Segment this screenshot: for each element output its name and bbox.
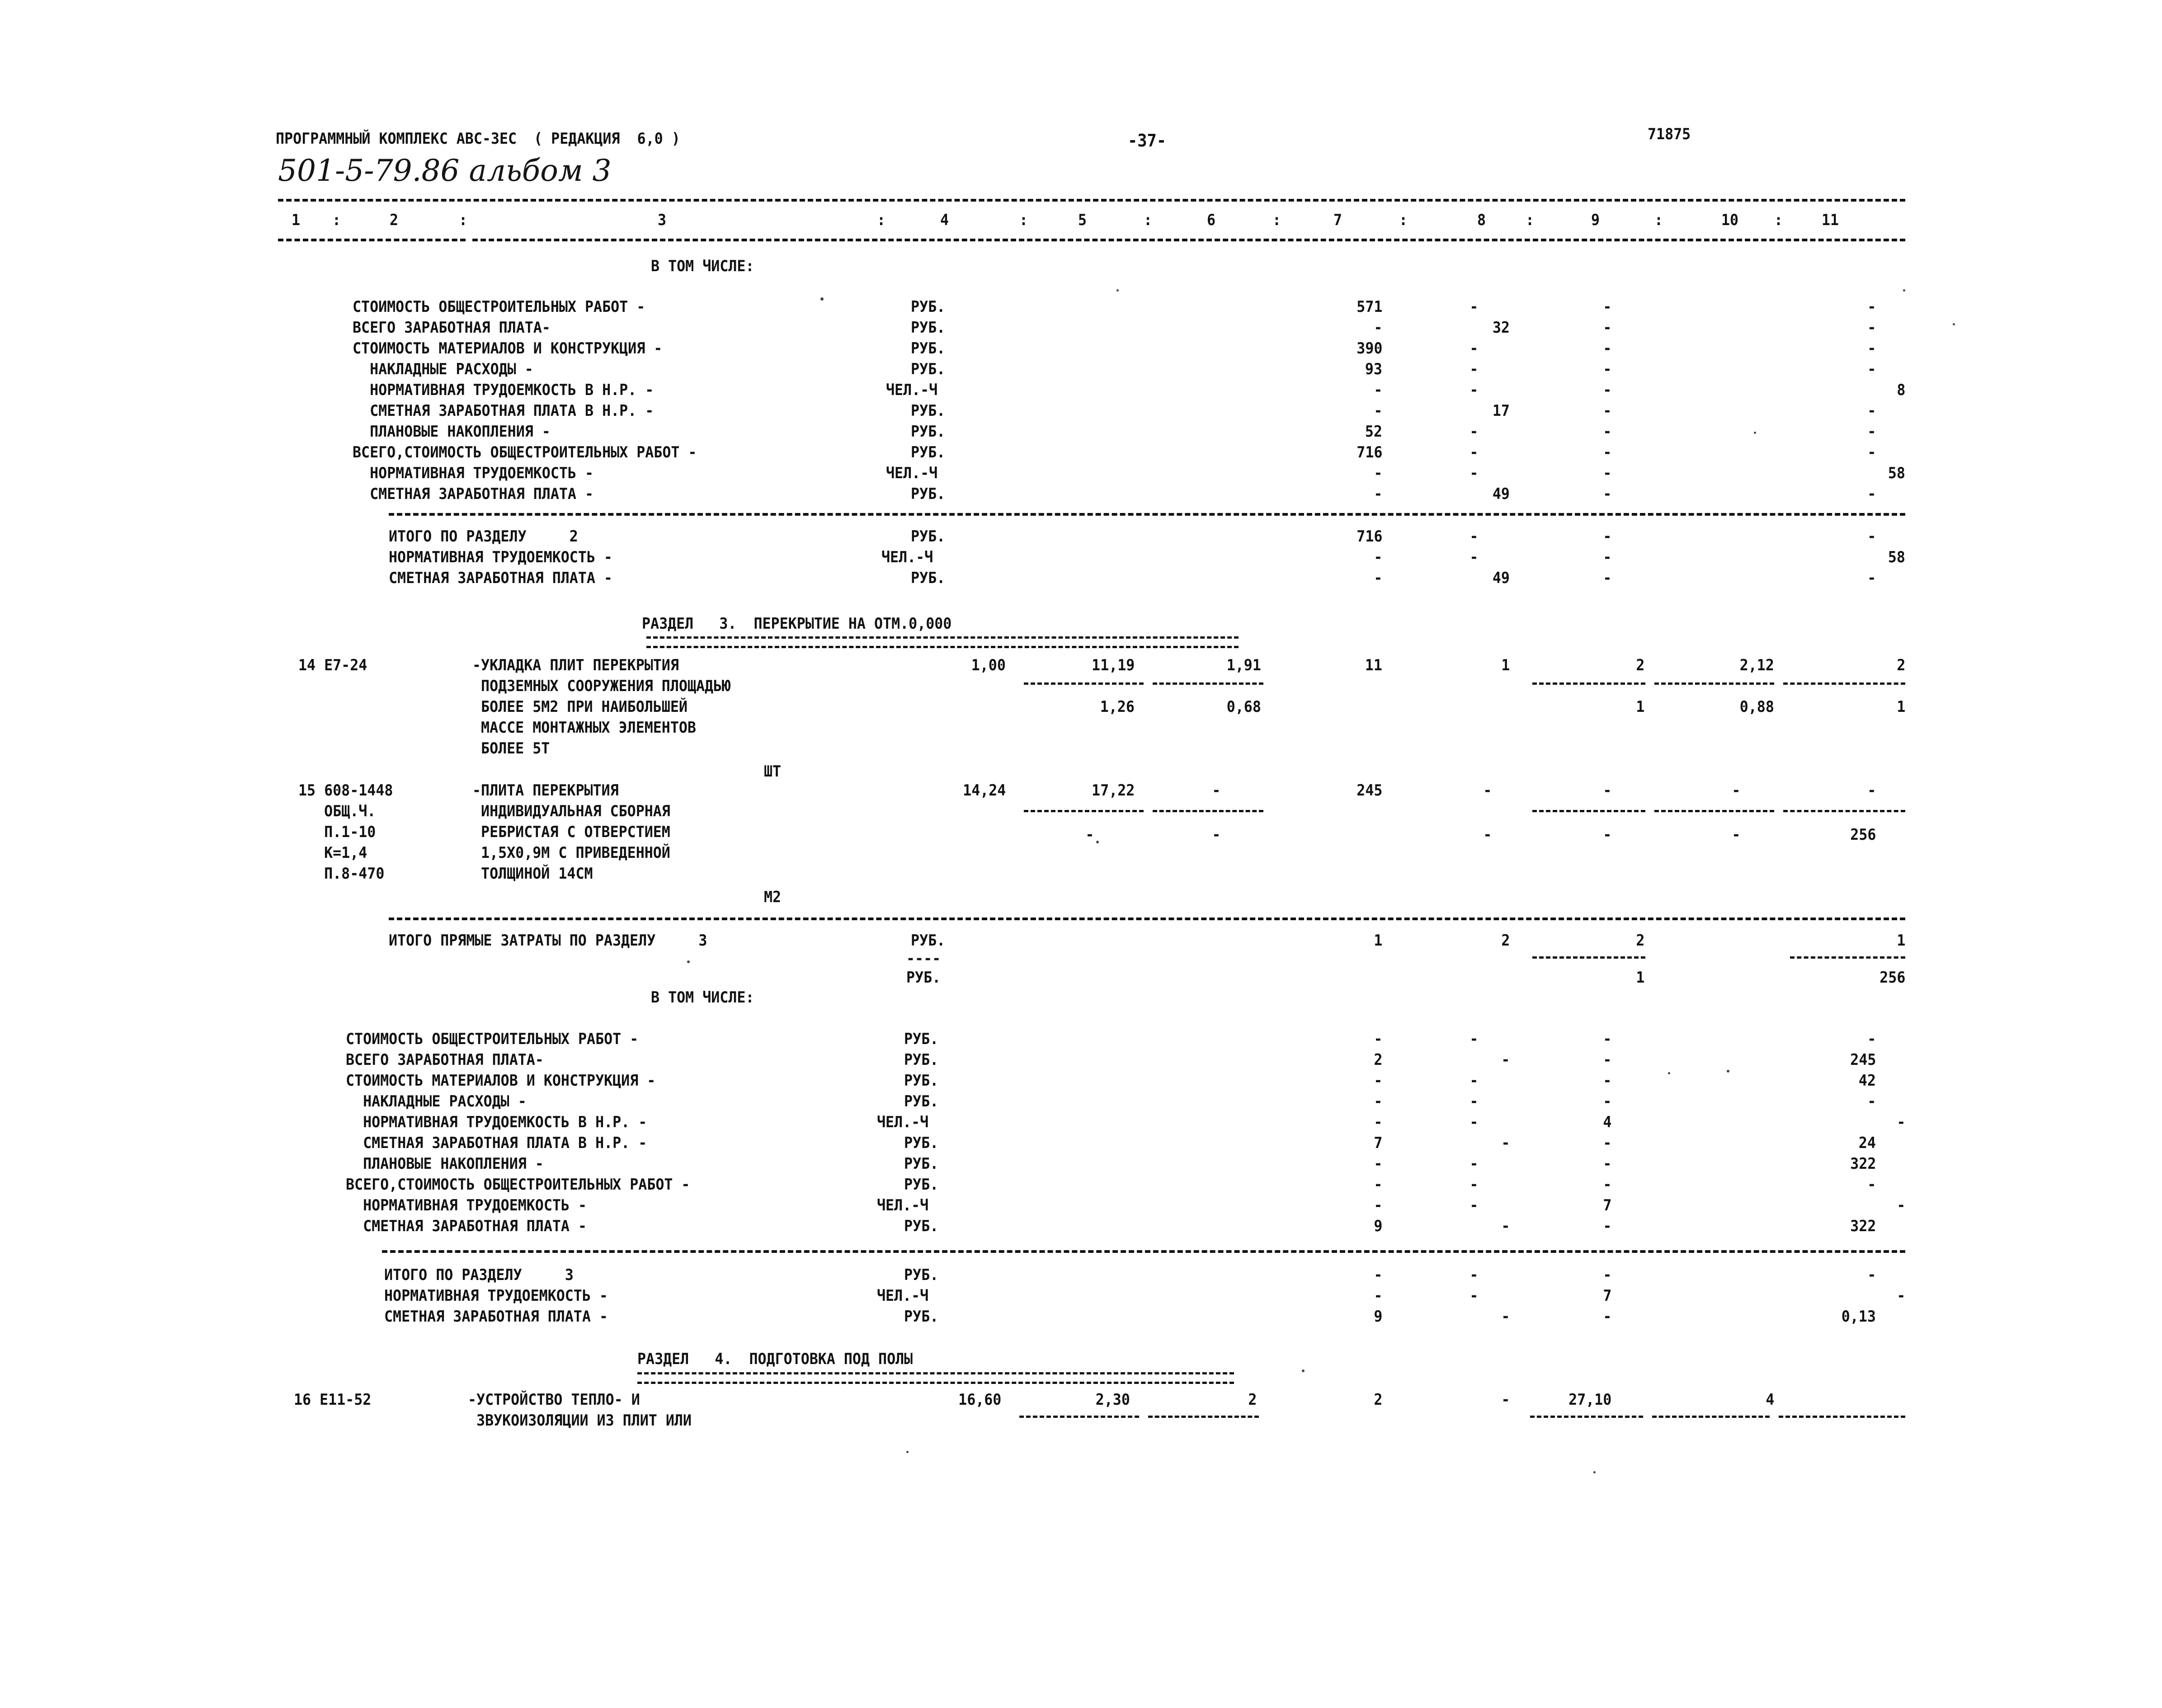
cell-value: - <box>1373 1092 1382 1110</box>
cell-value: 4 <box>1765 1391 1774 1409</box>
cell-value: - <box>1373 1176 1382 1194</box>
scan-speck <box>820 297 824 301</box>
cell-value: - <box>1373 402 1382 420</box>
scan-speck <box>1668 1072 1670 1074</box>
column-separator: : <box>459 211 468 229</box>
column-number-8: 8 <box>1477 211 1486 229</box>
unit-cell: РУБ. <box>911 319 946 337</box>
cell-value: - <box>1373 1287 1382 1305</box>
cell-value: - <box>1373 1113 1382 1131</box>
cell-value: 2 <box>1635 656 1644 674</box>
scan-speck <box>906 1451 909 1453</box>
line-c2: ВСЕГО ЗАРАБОТНАЯ ПЛАТА- <box>346 1051 544 1069</box>
cell-value: - <box>1602 1155 1611 1173</box>
dashed-rule <box>1532 956 1645 959</box>
column-separator: : <box>1399 211 1408 229</box>
unit-cell: РУБ. <box>906 969 941 987</box>
column-separator: : <box>1272 211 1281 229</box>
scan-speck <box>1096 841 1099 843</box>
cell-value: 1,00 <box>971 656 1006 674</box>
cell-value: - <box>1469 1092 1478 1110</box>
dashed-rule <box>1153 682 1263 685</box>
unit-cell: РУБ. <box>911 527 946 546</box>
cell-value: 42 <box>1858 1072 1876 1090</box>
scan-speck <box>1903 289 1905 292</box>
column-separator: : <box>1654 211 1663 229</box>
cell-value: - <box>1469 1030 1478 1048</box>
cell-value: 390 <box>1356 339 1382 358</box>
line-c2: НОРМАТИВНАЯ ТРУДОЕМКОСТЬ - <box>346 1196 587 1214</box>
cell-value: - <box>1867 485 1876 503</box>
cell-value: - <box>1602 1072 1611 1090</box>
unit-cell: РУБ. <box>911 932 946 950</box>
cell-value: - <box>1602 298 1611 316</box>
cell-value: 0,88 <box>1739 698 1774 716</box>
dashed-rule <box>1654 810 1774 812</box>
unit-cell: РУБ. <box>904 1176 939 1194</box>
cell-value: 1 <box>1896 698 1905 716</box>
line-c2: НОРМАТИВНАЯ ТРУДОЕМКОСТЬ - <box>384 1287 608 1305</box>
cell-value: 322 <box>1850 1155 1876 1173</box>
double-rule <box>637 1372 1234 1384</box>
cell-value: - <box>1602 1308 1611 1326</box>
cell-value: - <box>1602 443 1611 461</box>
line-c1: 15 608-1448 <box>298 781 393 800</box>
cell-value: - <box>1602 360 1611 378</box>
line-c1: П.8-470 <box>298 865 385 883</box>
dashed-rule <box>472 239 1905 241</box>
cell-value: 2 <box>1501 932 1510 950</box>
unit-cell: ЧЕЛ.-Ч <box>877 1113 929 1131</box>
cell-value: - <box>1501 1051 1510 1069</box>
line-c3: В ТОМ ЧИСЛЕ: <box>651 988 754 1007</box>
cell-value: - <box>1896 1287 1905 1305</box>
column-separator: : <box>1774 211 1783 229</box>
cell-value: 17,22 <box>1091 781 1135 800</box>
cell-value: - <box>1373 1155 1382 1173</box>
dashed-rule <box>389 918 1905 920</box>
cell-value: - <box>1602 1051 1611 1069</box>
cell-value: 571 <box>1356 298 1382 316</box>
cell-value: - <box>1085 826 1094 844</box>
unit-cell: РУБ. <box>904 1092 939 1110</box>
scan-speck <box>1754 432 1756 434</box>
cell-value: - <box>1501 1308 1510 1326</box>
line-c2: МАССЕ МОНТАЖНЫХ ЭЛЕМЕНТОВ <box>472 719 696 737</box>
dashed-rule <box>278 239 466 241</box>
unit-cell: РУБ. <box>911 298 946 316</box>
dashed-rule <box>1024 682 1144 685</box>
line-c2: БОЛЕЕ 5Т <box>472 739 550 758</box>
cell-value: - <box>1867 781 1876 800</box>
cell-value: 16,60 <box>958 1391 1001 1409</box>
dashed-rule <box>1148 1416 1259 1418</box>
cell-value: 14,24 <box>962 781 1006 800</box>
cell-value: 716 <box>1356 443 1382 461</box>
cell-value: - <box>1469 381 1478 399</box>
cell-value: 7 <box>1373 1134 1382 1152</box>
unit-cell: РУБ. <box>911 485 946 503</box>
cell-value: 1 <box>1635 698 1644 716</box>
cell-value: 52 <box>1365 423 1382 441</box>
cell-value: 93 <box>1365 360 1382 378</box>
unit-cell: РУБ. <box>911 402 946 420</box>
cell-value: - <box>1867 423 1876 441</box>
column-number-6: 6 <box>1207 211 1216 229</box>
line-c2: СМЕТНАЯ ЗАРАБОТНАЯ ПЛАТА - <box>389 569 612 587</box>
dashed-rule <box>389 513 1905 516</box>
dashed-rule <box>1153 810 1263 812</box>
column-number-1: 1 <box>292 211 301 229</box>
cell-value: 716 <box>1356 527 1382 546</box>
line-c2: ИНДИВИДУАЛЬНАЯ СБОРНАЯ <box>472 802 670 820</box>
cell-value: 49 <box>1492 569 1510 587</box>
unit-cell: ---- <box>906 950 941 968</box>
cell-value: 9 <box>1373 1217 1382 1235</box>
unit-cell: РУБ. <box>904 1217 939 1235</box>
cell-value: - <box>1602 1134 1611 1152</box>
column-number-2: 2 <box>390 211 399 229</box>
unit-cell: РУБ. <box>904 1030 939 1048</box>
cell-value: - <box>1896 1113 1905 1131</box>
cell-value: - <box>1373 1266 1382 1284</box>
cell-value: 1 <box>1501 656 1510 674</box>
unit-cell: РУБ. <box>904 1051 939 1069</box>
cell-value: 49 <box>1492 485 1510 503</box>
line-c3: М2 <box>764 888 782 906</box>
line-c2: СТОИМОСТЬ ОБЩЕСТРОИТЕЛЬНЫХ РАБОТ - <box>346 1030 639 1048</box>
cell-value: 2 <box>1373 1051 1382 1069</box>
line-c2: ПЛАНОВЫЕ НАКОПЛЕНИЯ - <box>353 423 551 441</box>
cell-value: 2 <box>1373 1391 1382 1409</box>
cell-value: 11 <box>1365 656 1382 674</box>
cell-value: - <box>1602 527 1611 546</box>
unit-cell: ЧЕЛ.-Ч <box>886 464 938 482</box>
dashed-rule <box>1783 682 1905 685</box>
cell-value: 0,68 <box>1226 698 1261 716</box>
dashed-rule <box>278 199 1905 202</box>
dashed-rule <box>1024 810 1144 812</box>
line-c2: НАКЛАДНЫЕ РАСХОДЫ - <box>353 360 533 378</box>
cell-value: - <box>1602 381 1611 399</box>
cell-value: - <box>1602 826 1611 844</box>
cell-value: - <box>1501 1217 1510 1235</box>
cell-value: 322 <box>1850 1217 1876 1235</box>
cell-value: - <box>1602 1176 1611 1194</box>
cell-value: 17 <box>1492 402 1510 420</box>
cell-value: - <box>1469 1176 1478 1194</box>
cell-value: 2 <box>1635 932 1644 950</box>
cell-value: - <box>1373 485 1382 503</box>
cell-value: 256 <box>1850 826 1876 844</box>
scan-speck <box>1727 1070 1729 1073</box>
column-number-7: 7 <box>1333 211 1342 229</box>
line-c2: ВСЕГО,СТОИМОСТЬ ОБЩЕСТРОИТЕЛЬНЫХ РАБОТ - <box>353 443 697 461</box>
cell-value: - <box>1867 443 1876 461</box>
line-c2: НОРМАТИВНАЯ ТРУДОЕМКОСТЬ В Н.Р. - <box>353 381 654 399</box>
dashed-rule <box>382 1250 1905 1253</box>
unit-cell: РУБ. <box>904 1134 939 1152</box>
line-c3: В ТОМ ЧИСЛЕ: <box>651 257 754 275</box>
unit-cell: ЧЕЛ.-Ч <box>881 548 933 566</box>
cell-value: - <box>1896 1196 1905 1214</box>
line-c2: НОРМАТИВНАЯ ТРУДОЕМКОСТЬ В Н.Р. - <box>346 1113 647 1131</box>
cell-value: - <box>1373 548 1382 566</box>
cell-value: - <box>1602 1092 1611 1110</box>
line-c2: СТОИМОСТЬ ОБЩЕСТРОИТЕЛЬНЫХ РАБОТ - <box>353 298 645 316</box>
scan-speck <box>1953 323 1955 325</box>
cell-value: - <box>1867 298 1876 316</box>
cell-value: - <box>1602 319 1611 337</box>
unit-cell: РУБ. <box>904 1308 939 1326</box>
column-separator: : <box>877 211 886 229</box>
line-c1: К=1,4 <box>298 844 367 862</box>
line-c2: ПОДЗЕМНЫХ СООРУЖЕНИЯ ПЛОЩАДЬЮ <box>472 677 731 695</box>
unit-cell: ЧЕЛ.-Ч <box>886 381 938 399</box>
line-c2: СМЕТНАЯ ЗАРАБОТНАЯ ПЛАТА - <box>353 485 594 503</box>
document-code: 71875 <box>1648 125 1691 143</box>
cell-value: 1,91 <box>1226 656 1261 674</box>
cell-value: 58 <box>1888 464 1905 482</box>
cell-value: - <box>1867 527 1876 546</box>
cell-value: - <box>1373 381 1382 399</box>
double-rule <box>646 636 1239 648</box>
line-c2: 1,5Х0,9М С ПРИВЕДЕННОЙ <box>472 844 670 862</box>
line-c2: -УКЛАДКА ПЛИТ ПЕРЕКРЫТИЯ <box>472 656 679 674</box>
line-c2: НОРМАТИВНАЯ ТРУДОЕМКОСТЬ - <box>389 548 612 566</box>
cell-value: - <box>1211 826 1220 844</box>
line-c2: СМЕТНАЯ ЗАРАБОТНАЯ ПЛАТА В Н.Р. - <box>353 402 654 420</box>
unit-cell: РУБ. <box>911 443 946 461</box>
cell-value: 24 <box>1858 1134 1876 1152</box>
unit-cell: РУБ. <box>911 360 946 378</box>
cell-value: - <box>1469 1266 1478 1284</box>
unit-cell: РУБ. <box>911 339 946 358</box>
dashed-rule <box>1019 1416 1139 1418</box>
cell-value: - <box>1602 339 1611 358</box>
cell-value: - <box>1373 569 1382 587</box>
cell-value: - <box>1373 464 1382 482</box>
cell-value: - <box>1867 402 1876 420</box>
cell-value: 256 <box>1879 969 1905 987</box>
cell-value: - <box>1501 1134 1510 1152</box>
line-c2: СМЕТНАЯ ЗАРАБОТНАЯ ПЛАТА - <box>346 1217 587 1235</box>
unit-cell: ЧЕЛ.-Ч <box>877 1287 929 1305</box>
line-c2: ЗВУКОИЗОЛЯЦИИ ИЗ ПЛИТ ИЛИ <box>468 1412 692 1430</box>
column-separator: : <box>1526 211 1535 229</box>
cell-value: 7 <box>1602 1196 1611 1214</box>
line-c2: РЕБРИСТАЯ С ОТВЕРСТИЕМ <box>472 823 670 841</box>
unit-cell: РУБ. <box>904 1072 939 1090</box>
cell-value: - <box>1483 826 1492 844</box>
cell-value: - <box>1469 527 1478 546</box>
scan-speck <box>1593 1471 1596 1473</box>
column-number-10: 10 <box>1721 211 1739 229</box>
cell-value: 1 <box>1896 932 1905 950</box>
unit-cell: РУБ. <box>911 569 946 587</box>
cell-value: - <box>1373 1196 1382 1214</box>
cell-value: 2,12 <box>1739 656 1774 674</box>
cell-value: 9 <box>1373 1308 1382 1326</box>
column-number-9: 9 <box>1591 211 1600 229</box>
cell-value: - <box>1867 1266 1876 1284</box>
line-c2: БОЛЕЕ 5М2 ПРИ НАИБОЛЬШЕЙ <box>472 698 688 716</box>
column-number-5: 5 <box>1078 211 1087 229</box>
line-c1: 16 Е11-52 <box>294 1391 372 1409</box>
unit-cell: ЧЕЛ.-Ч <box>877 1196 929 1214</box>
line-c2: ТОЛЩИНОЙ 14СМ <box>472 865 593 883</box>
cell-value: - <box>1469 548 1478 566</box>
cell-value: - <box>1373 1072 1382 1090</box>
cell-value: - <box>1469 1196 1478 1214</box>
cell-value: 27,10 <box>1568 1391 1611 1409</box>
column-separator: : <box>332 211 341 229</box>
line-c2: НОРМАТИВНАЯ ТРУДОЕМКОСТЬ - <box>353 464 594 482</box>
cell-value: - <box>1469 298 1478 316</box>
line-c1: П.1-10 <box>298 823 376 841</box>
cell-value: - <box>1373 1030 1382 1048</box>
cell-value: 4 <box>1602 1113 1611 1131</box>
program-title: ПРОГРАММНЫЙ КОМПЛЕКС АВС-3ЕС ( РЕДАКЦИЯ 6,0 ) <box>276 130 680 148</box>
cell-value: - <box>1602 1266 1611 1284</box>
line-c2: ВСЕГО ЗАРАБОТНАЯ ПЛАТА- <box>353 319 551 337</box>
line-c2: СМЕТНАЯ ЗАРАБОТНАЯ ПЛАТА - <box>384 1308 608 1326</box>
cell-value: - <box>1469 1155 1478 1173</box>
unit-cell: РУБ. <box>904 1266 939 1284</box>
cell-value: - <box>1602 1030 1611 1048</box>
line-c2: СМЕТНАЯ ЗАРАБОТНАЯ ПЛАТА В Н.Р. - <box>346 1134 647 1152</box>
cell-value: - <box>1469 443 1478 461</box>
line-c2: ПЛАНОВЫЕ НАКОПЛЕНИЯ - <box>346 1155 544 1173</box>
dashed-rule <box>1530 1416 1643 1418</box>
cell-value: 0,13 <box>1841 1308 1876 1326</box>
cell-value: - <box>1469 1072 1478 1090</box>
line-c2: -УСТРОЙСТВО ТЕПЛО- И <box>468 1391 640 1409</box>
line-c2: СТОИМОСТЬ МАТЕРИАЛОВ И КОНСТРУКЦИЯ - <box>346 1072 656 1090</box>
cell-value: - <box>1602 569 1611 587</box>
cell-value: 2,30 <box>1095 1391 1130 1409</box>
cell-value: 1 <box>1635 969 1644 987</box>
cell-value: - <box>1602 423 1611 441</box>
cell-value: - <box>1483 781 1492 800</box>
cell-value: 2 <box>1896 656 1905 674</box>
line-c2: ВСЕГО,СТОИМОСТЬ ОБЩЕСТРОИТЕЛЬНЫХ РАБОТ - <box>346 1176 690 1194</box>
cell-value: 1,26 <box>1100 698 1135 716</box>
scan-speck <box>1302 1369 1305 1372</box>
cell-value: - <box>1602 464 1611 482</box>
cell-value: - <box>1602 781 1611 800</box>
cell-value: - <box>1867 319 1876 337</box>
line-c2: ИТОГО ПРЯМЫЕ ЗАТРАТЫ ПО РАЗДЕЛУ 3 <box>389 932 707 950</box>
cell-value: - <box>1867 569 1876 587</box>
line-c3: РАЗДЕЛ 3. ПЕРЕКРЫТИЕ НА ОТМ.0,000 <box>642 615 952 633</box>
cell-value: - <box>1469 464 1478 482</box>
cell-value: - <box>1469 1113 1478 1131</box>
cell-value: 32 <box>1492 319 1510 337</box>
line-c1: 14 Е7-24 <box>298 656 367 674</box>
cell-value: - <box>1867 339 1876 358</box>
dashed-rule <box>1532 810 1645 812</box>
cell-value: 8 <box>1896 381 1905 399</box>
unit-cell: РУБ. <box>911 423 946 441</box>
cell-value: - <box>1602 485 1611 503</box>
line-c2: -ПЛИТА ПЕРЕКРЫТИЯ <box>472 781 619 800</box>
cell-value: - <box>1867 1030 1876 1048</box>
line-c1: ОБЩ.Ч. <box>298 802 376 820</box>
cell-value: - <box>1211 781 1220 800</box>
cell-value: - <box>1602 548 1611 566</box>
cell-value: - <box>1867 1176 1876 1194</box>
cell-value: - <box>1469 423 1478 441</box>
line-c2: ИТОГО ПО РАЗДЕЛУ 3 <box>384 1266 574 1284</box>
scan-speck <box>1116 289 1119 292</box>
line-c3: ШТ <box>764 762 782 781</box>
cell-value: - <box>1731 781 1740 800</box>
column-separator: : <box>1144 211 1153 229</box>
cell-value: - <box>1469 339 1478 358</box>
cell-value: 11,19 <box>1091 656 1135 674</box>
column-number-4: 4 <box>940 211 949 229</box>
cell-value: - <box>1867 1092 1876 1110</box>
column-number-11: 11 <box>1822 211 1839 229</box>
line-c2: СТОИМОСТЬ МАТЕРИАЛОВ И КОНСТРУКЦИЯ - <box>353 339 663 358</box>
cell-value: - <box>1602 1217 1611 1235</box>
page-number: -37- <box>1128 131 1167 151</box>
unit-cell: РУБ. <box>904 1155 939 1173</box>
dashed-rule <box>1654 682 1774 685</box>
column-separator: : <box>1019 211 1028 229</box>
line-c3: РАЗДЕЛ 4. ПОДГОТОВКА ПОД ПОЛЫ <box>637 1350 913 1368</box>
cell-value: 58 <box>1888 548 1905 566</box>
cell-value: 245 <box>1356 781 1382 800</box>
dashed-rule <box>1790 956 1905 959</box>
cell-value: - <box>1602 402 1611 420</box>
column-number-3: 3 <box>658 211 667 229</box>
line-c2: ИТОГО ПО РАЗДЕЛУ 2 <box>389 527 578 546</box>
cell-value: - <box>1469 360 1478 378</box>
cell-value: 2 <box>1248 1391 1257 1409</box>
handwritten-reference: 501-5-79.86 альбом 3 <box>278 153 612 188</box>
cell-value: - <box>1731 826 1740 844</box>
cell-value: - <box>1867 360 1876 378</box>
cell-value: - <box>1501 1391 1510 1409</box>
dashed-rule <box>1532 682 1645 685</box>
line-c2: НАКЛАДНЫЕ РАСХОДЫ - <box>346 1092 527 1110</box>
dashed-rule <box>1652 1416 1770 1418</box>
scan-speck <box>687 960 690 963</box>
cell-value: 7 <box>1602 1287 1611 1305</box>
cell-value: - <box>1469 1287 1478 1305</box>
dashed-rule <box>1779 1416 1905 1418</box>
cell-value: 245 <box>1850 1051 1876 1069</box>
cell-value: - <box>1373 319 1382 337</box>
dashed-rule <box>1783 810 1905 812</box>
cell-value: 1 <box>1373 932 1382 950</box>
